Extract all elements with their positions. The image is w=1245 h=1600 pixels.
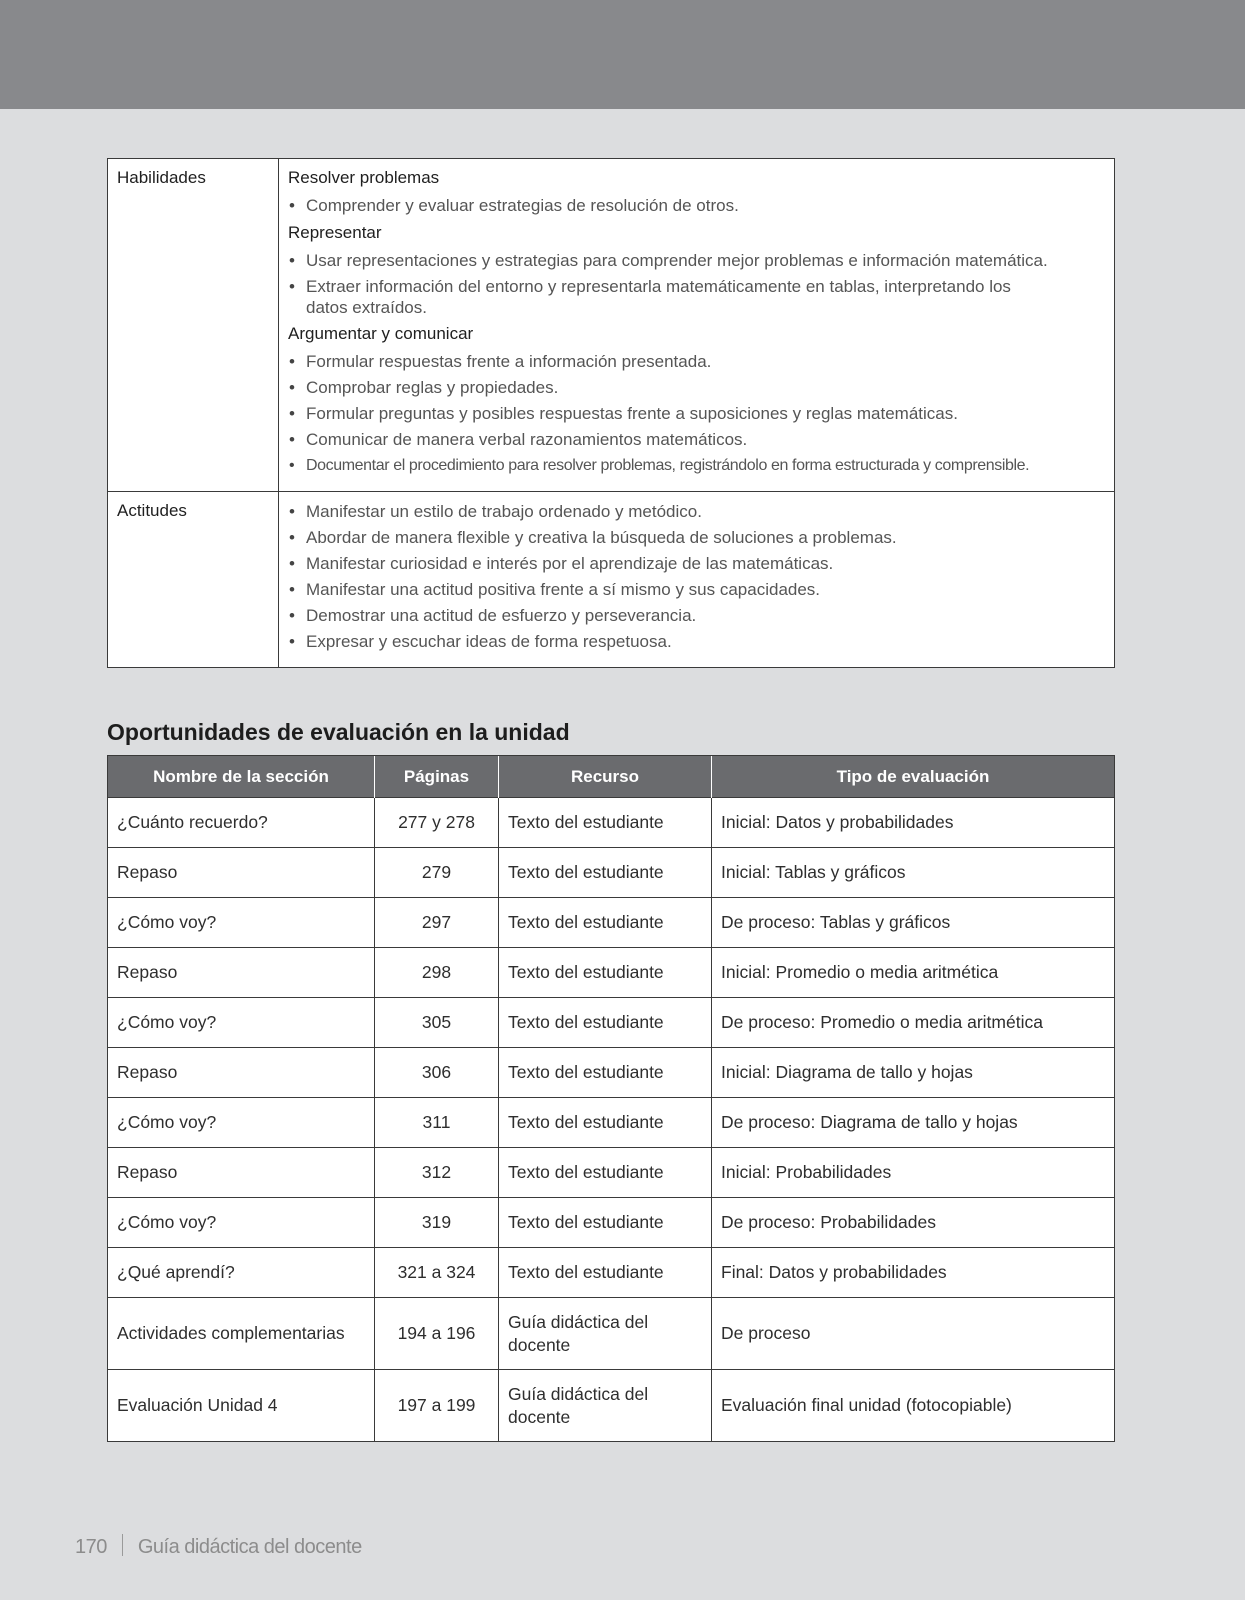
cell-resource: Guía didáctica del docente: [499, 1298, 712, 1370]
list-item: • Manifestar curiosidad e interés por el aprendizaje de las matemáticas.: [288, 553, 1105, 575]
cell-pages: 279: [375, 848, 499, 898]
list-item: • Comprender y evaluar estrategias de resolución de otros.: [288, 195, 1105, 217]
header-band: [0, 0, 1245, 109]
list-item: • Manifestar un estilo de trabajo ordenado y metódico.: [288, 501, 1105, 523]
group-title: Representar: [288, 223, 382, 242]
list-item: • Abordar de manera flexible y creativa la búsqueda de soluciones a problemas.: [288, 527, 1105, 549]
cell-pages: 305: [375, 998, 499, 1048]
habilidades-row: [108, 159, 1115, 492]
cell-section: ¿Cómo voy?: [108, 1098, 375, 1148]
cell-evaluation-type: Inicial: Tablas y gráficos: [712, 848, 1115, 898]
footer-divider: [122, 1534, 123, 1556]
table-header-row: [108, 756, 1115, 798]
table-row: [108, 1248, 1115, 1298]
cell-pages: 298: [375, 948, 499, 998]
cell-evaluation-type: Inicial: Probabilidades: [712, 1148, 1115, 1198]
cell-pages: 306: [375, 1048, 499, 1098]
list-item: • Comunicar de manera verbal razonamientos matemáticos.: [288, 429, 1105, 451]
table-row: [108, 798, 1115, 848]
cell-section: Repaso: [108, 848, 375, 898]
cell-evaluation-type: De proceso: Promedio o media aritmética: [712, 998, 1115, 1048]
cell-resource: Texto del estudiante: [499, 998, 712, 1048]
cell-evaluation-type: De proceso: [712, 1298, 1115, 1370]
cell-resource: Texto del estudiante: [499, 798, 712, 848]
cell-resource: Texto del estudiante: [499, 1048, 712, 1098]
cell-resource: Texto del estudiante: [499, 948, 712, 998]
list-item: • Formular preguntas y posibles respuestas frente a suposiciones y reglas matemáticas.: [288, 403, 1105, 425]
bullet-list: [288, 195, 1105, 217]
cell-evaluation-type: De proceso: Tablas y gráficos: [712, 898, 1115, 948]
cell-pages: 194 a 196: [375, 1298, 499, 1370]
list-item: • Demostrar una actitud de esfuerzo y perseverancia.: [288, 605, 1105, 627]
table-row: [108, 1148, 1115, 1198]
bullet-list: [288, 250, 1105, 318]
cell-evaluation-type: Inicial: Promedio o media aritmética: [712, 948, 1115, 998]
habilidades-content: [279, 159, 1115, 492]
list-item: • Comprobar reglas y propiedades.: [288, 377, 1105, 399]
actitudes-content: [279, 492, 1115, 668]
table-row: [108, 1098, 1115, 1148]
cell-section: ¿Qué aprendí?: [108, 1248, 375, 1298]
cell-section: ¿Cómo voy?: [108, 998, 375, 1048]
table-row: [108, 1370, 1115, 1442]
cell-section: Repaso: [108, 1148, 375, 1198]
cell-resource: Texto del estudiante: [499, 1098, 712, 1148]
evaluation-table: [107, 755, 1115, 1442]
column-header: Tipo de evaluación: [712, 756, 1115, 798]
list-item: • Documentar el procedimiento para resolver problemas, registrándolo en forma estructurada y comprensible.: [288, 455, 1105, 477]
page-number: 170: [75, 1536, 107, 1558]
cell-evaluation-type: Final: Datos y probabilidades: [712, 1248, 1115, 1298]
cell-resource: Guía didáctica del docente: [499, 1370, 712, 1442]
cell-pages: 197 a 199: [375, 1370, 499, 1442]
cell-section: ¿Cómo voy?: [108, 898, 375, 948]
list-item: • Manifestar una actitud positiva frente a sí mismo y sus capacidades.: [288, 579, 1105, 601]
column-header: Nombre de la sección: [108, 756, 375, 798]
bullet-list: [288, 351, 1105, 477]
cell-section: ¿Cuánto recuerdo?: [108, 798, 375, 848]
cell-resource: Texto del estudiante: [499, 848, 712, 898]
cell-resource: Texto del estudiante: [499, 1148, 712, 1198]
cell-pages: 312: [375, 1148, 499, 1198]
cell-resource: Texto del estudiante: [499, 1198, 712, 1248]
habilidades-label: Habilidades: [108, 159, 279, 492]
cell-pages: 311: [375, 1098, 499, 1148]
cell-evaluation-type: De proceso: Diagrama de tallo y hojas: [712, 1098, 1115, 1148]
cell-section: Actividades complementarias: [108, 1298, 375, 1370]
table-row: [108, 1298, 1115, 1370]
table-row: [108, 998, 1115, 1048]
bullet-list: [288, 501, 1105, 653]
column-header: Páginas: [375, 756, 499, 798]
cell-resource: Texto del estudiante: [499, 1248, 712, 1298]
table-row: [108, 1198, 1115, 1248]
table-row: [108, 898, 1115, 948]
cell-section: Repaso: [108, 948, 375, 998]
list-item: • Usar representaciones y estrategias para comprender mejor problemas e información matemática.: [288, 250, 1105, 272]
cell-pages: 297: [375, 898, 499, 948]
cell-evaluation-type: Evaluación final unidad (fotocopiable): [712, 1370, 1115, 1442]
cell-pages: 321 a 324: [375, 1248, 499, 1298]
footer-title: Guía didáctica del docente: [137, 1536, 362, 1558]
column-header: Recurso: [499, 756, 712, 798]
cell-resource: Texto del estudiante: [499, 898, 712, 948]
table-row: [108, 1048, 1115, 1098]
cell-evaluation-type: Inicial: Datos y probabilidades: [712, 798, 1115, 848]
skills-table: [107, 158, 1115, 668]
cell-evaluation-type: Inicial: Diagrama de tallo y hojas: [712, 1048, 1115, 1098]
section-heading: Oportunidades de evaluación en la unidad: [107, 719, 570, 745]
cell-pages: 319: [375, 1198, 499, 1248]
actitudes-label: Actitudes: [108, 492, 279, 668]
list-item: • Formular respuestas frente a información presentada.: [288, 351, 1105, 373]
list-item: • Expresar y escuchar ideas de forma respetuosa.: [288, 631, 1105, 653]
cell-section: Evaluación Unidad 4: [108, 1370, 375, 1442]
cell-pages: 277 y 278: [375, 798, 499, 848]
table-row: [108, 848, 1115, 898]
cell-section: Repaso: [108, 1048, 375, 1098]
list-item: • Extraer información del entorno y representarla matemáticamente en tablas, interpretando los datos extraídos.: [288, 276, 1105, 318]
actitudes-row: [108, 492, 1115, 668]
cell-section: ¿Cómo voy?: [108, 1198, 375, 1248]
page-footer: [75, 1534, 362, 1559]
group-title: Argumentar y comunicar: [288, 324, 474, 343]
table-row: [108, 948, 1115, 998]
group-title: Resolver problemas: [288, 168, 440, 187]
cell-evaluation-type: De proceso: Probabilidades: [712, 1198, 1115, 1248]
